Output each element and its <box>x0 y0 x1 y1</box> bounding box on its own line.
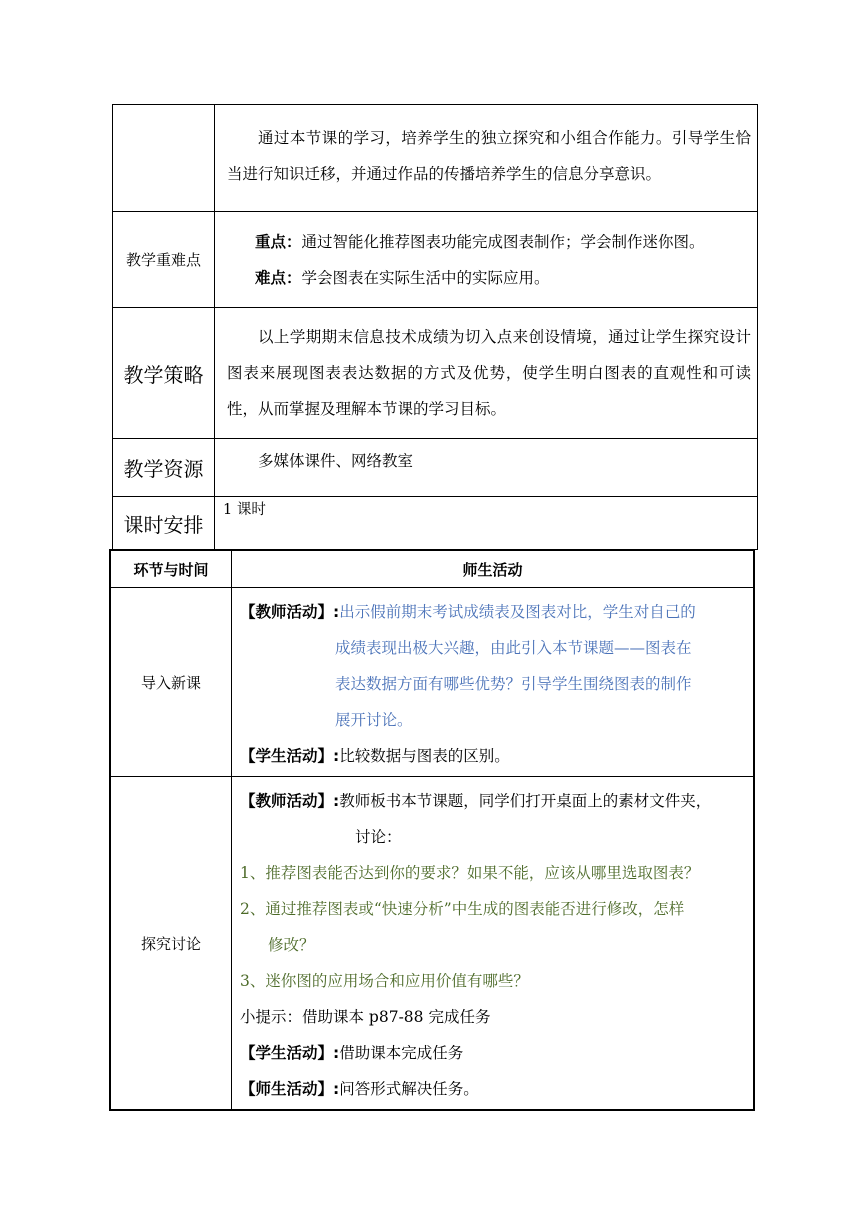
explore-student-text: 借助课本完成任务 <box>339 1044 464 1062</box>
explore-teacher-line <box>240 783 749 819</box>
goal-content-cell <box>215 105 758 212</box>
question-3: 3、迷你图的应用场合和应用价值有哪些？ <box>240 972 529 990</box>
intro-teacher-label: 【教师活动】: <box>240 603 340 621</box>
intro-student-line <box>240 738 749 774</box>
question-1: 1、推荐图表能否达到你的要求？如果不能，应该从哪里选取图表？ <box>240 864 700 882</box>
resource-cell <box>215 439 758 497</box>
intro-stage: 导入新课 <box>110 588 232 777</box>
goal-label-cell <box>113 105 215 212</box>
header-stage: 环节与时间 <box>110 550 232 588</box>
explore-both-text: 问答形式解决任务。 <box>339 1080 479 1098</box>
strategy-label: 教学策略 <box>113 308 215 439</box>
key-difficulty-label: 教学重难点 <box>113 212 215 308</box>
intro-teacher-line-1 <box>240 594 749 630</box>
key-difficulty-row <box>113 212 758 308</box>
activity-header-row <box>110 550 754 588</box>
period-row <box>113 497 758 550</box>
plan-table-top <box>112 104 758 550</box>
period-label: 课时安排 <box>113 497 215 550</box>
resource-text: 多媒体课件、网络教室 <box>258 452 414 470</box>
explore-both-line <box>240 1071 749 1107</box>
difficulty-text: 学会图表在实际生活中的实际应用。 <box>301 268 550 287</box>
strategy-text: 以上学期期末信息技术成绩为切入点来创设情境，通过让学生探究设计图表来展现图表表达数据的方式及优势，使学生明白图表的直观性和可读性，从而掌握及理解本节课的学习目标。 <box>227 328 751 418</box>
explore-teacher-label: 【教师活动】: <box>240 792 340 810</box>
question-2b: 修改？ <box>268 936 315 954</box>
header-activity: 师生活动 <box>232 550 755 588</box>
strategy-row <box>113 308 758 439</box>
intro-student-text: 比较数据与图表的区别。 <box>339 747 510 765</box>
intro-teacher-text-1: 出示假前期末考试成绩表及图表对比，学生对自己的 <box>339 603 696 621</box>
period-cell <box>215 497 758 550</box>
difficulty-point <box>227 260 751 296</box>
explore-student-label: 【学生活动】: <box>240 1044 340 1062</box>
explore-stage: 探究讨论 <box>110 777 232 1111</box>
resource-row <box>113 439 758 497</box>
key-point-label: 重点： <box>255 232 302 251</box>
explore-teacher-text-2: 讨论： <box>355 828 402 846</box>
intro-teacher-text-2: 成绩表现出极大兴趣，由此引入本节课题——图表在 <box>335 639 692 657</box>
intro-activity-cell <box>232 588 755 777</box>
intro-teacher-text-4: 展开讨论。 <box>335 711 413 729</box>
intro-student-label: 【学生活动】: <box>240 747 340 765</box>
resource-label: 教学资源 <box>113 439 215 497</box>
key-difficulty-cell <box>215 212 758 308</box>
difficulty-label: 难点： <box>255 268 302 287</box>
key-point <box>227 224 751 260</box>
tip-text: 小提示：借助课本 p87-88 完成任务 <box>240 1008 491 1026</box>
explore-both-label: 【师生活动】: <box>240 1080 340 1098</box>
period-text: 1 课时 <box>223 502 266 518</box>
strategy-cell <box>215 308 758 439</box>
key-point-text: 通过智能化推荐图表功能完成图表制作；学会制作迷你图。 <box>301 232 705 251</box>
explore-teacher-text: 教师板书本节课题，同学们打开桌面上的素材文件夹， <box>339 792 712 810</box>
explore-row <box>110 777 754 1111</box>
goal-row <box>113 105 758 212</box>
activity-table <box>109 549 755 1111</box>
intro-row <box>110 588 754 777</box>
intro-teacher-text-3: 表达数据方面有哪些优势？引导学生围绕图表的制作 <box>335 675 692 693</box>
explore-student-line <box>240 1035 749 1071</box>
question-2a: 2、通过推荐图表或“快速分析”中生成的图表能否进行修改，怎样 <box>240 900 685 918</box>
goal-text: 通过本节课的学习，培养学生的独立探究和小组合作能力。引导学生恰当进行知识迁移，并通过作品的传播培养学生的信息分享意识。 <box>227 129 751 183</box>
explore-activity-cell <box>232 777 755 1111</box>
